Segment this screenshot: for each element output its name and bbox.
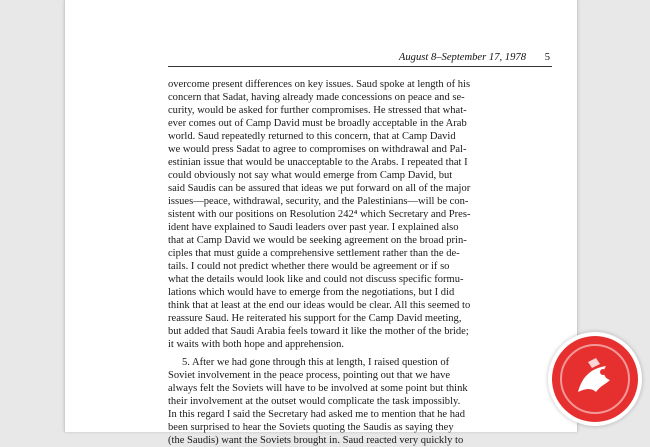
text-line: think that at least at the end our ideas would be clear. All this seemed to: [168, 300, 471, 312]
text-line: world. Saud repeatedly returned to this concern, that at Camp David: [168, 131, 456, 143]
text-line: overcome present differences on key issues. Saud spoke at length of his: [168, 79, 471, 90]
text-line: but added that Saudi Arabia feels toward it like the mother of the bride;: [168, 326, 469, 338]
page-header: [168, 50, 552, 67]
text-line: ciples that must guide a comprehensive settlement rather than the de-: [168, 248, 460, 260]
logo-graphic: [548, 332, 642, 426]
paragraph-1: [168, 78, 552, 351]
text-line: (the Saudis) want the Soviets brought in. Saud reacted very quickly to: [168, 435, 464, 447]
text-line: curity, would be asked for further compromises. He stressed that what-: [168, 105, 467, 117]
text-line: Soviet involvement in the peace process, pointing out that we have: [168, 370, 451, 382]
header-date-range: August 8–September 17, 1978: [398, 52, 526, 63]
text-line: said Saudis can be assured that ideas we put forward on all of the major: [168, 183, 471, 195]
text-line: that at Camp David we would be seeking agreement on the broad prin-: [168, 235, 467, 247]
text-line: concern that Sadat, having already made concessions on peace and se-: [168, 92, 465, 104]
text-line: 5. After we had gone through this at length, I raised question of: [182, 357, 450, 369]
text-line: ident have explained to Saudi leaders over past year. I explained also: [168, 222, 459, 234]
text-line: sistent with our positions on Resolution 242⁴ which Secretary and Pres-: [168, 209, 471, 221]
red-circular-logo-icon[interactable]: [548, 332, 642, 426]
text-line: been surprised to hear the Soviets quoting the Saudis as saying they: [168, 422, 454, 434]
document-page: [64, 0, 578, 447]
text-line: it waits with both hope and apprehension.: [168, 339, 345, 351]
document-body: [168, 78, 552, 447]
text-line: ever comes out of Camp David must be broadly acceptable in the Arab: [168, 118, 467, 130]
text-line: we would press Sadat to agree to compromises on withdrawal and Pal-: [168, 144, 467, 156]
text-line: could obviously not say what would emerge from Camp David, but: [168, 170, 453, 182]
text-line: what the details would look like and could not discuss specific formu-: [168, 274, 464, 286]
text-line: issues—peace, withdrawal, security, and the Palestinians—will be con-: [168, 196, 469, 208]
page-number: 5: [544, 52, 550, 63]
text-line: always felt the Soviets will have to be involved at some point but think: [168, 383, 468, 395]
paragraph-2: [168, 356, 552, 447]
text-line: their involvement at the outset would complicate the task impossibly.: [168, 396, 461, 408]
text-line: In this regard I said the Secretary had asked me to mention that he had: [168, 409, 465, 421]
text-line: reassure Saud. He reiterated his support for the Camp David meeting,: [168, 313, 462, 325]
text-line: tails. I could not predict whether there would be agreement or if so: [168, 261, 450, 273]
text-line: lations which would have to emerge from the negotiations, but I did: [168, 287, 455, 299]
text-line: estinian issue that would be unacceptable to the Arabs. I repeated that I: [168, 157, 468, 169]
